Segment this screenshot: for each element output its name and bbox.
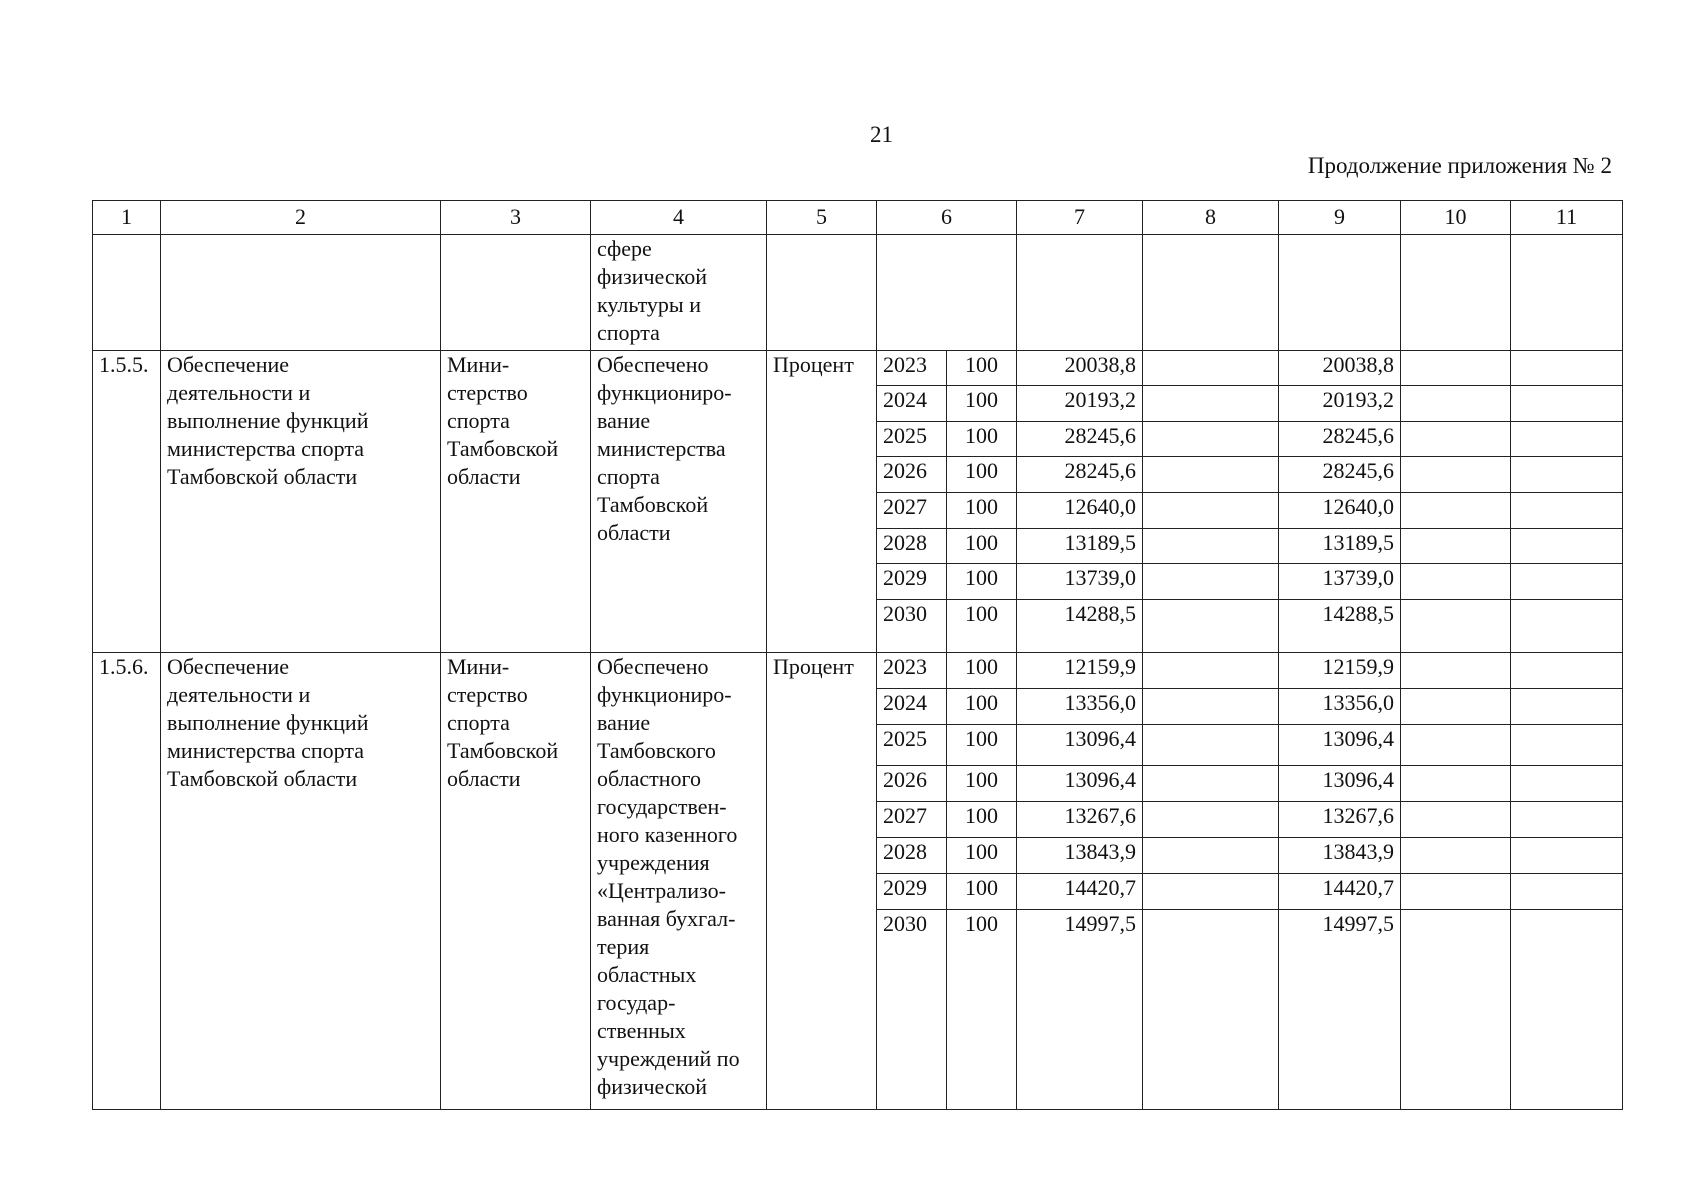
table-cell — [161, 234, 441, 350]
amount-cell: 13843,9 — [1017, 837, 1143, 873]
amount-cell: 28245,6 — [1017, 421, 1143, 457]
table-cell — [1401, 688, 1511, 724]
table-cell — [1401, 873, 1511, 909]
table-cell — [1143, 765, 1279, 801]
table-cell — [1279, 234, 1401, 350]
table-cell — [1143, 234, 1279, 350]
amount-cell: 13096,4 — [1279, 765, 1401, 801]
table-cell — [441, 234, 591, 350]
item-unit: Процент — [767, 652, 877, 1109]
table-cell — [1401, 599, 1511, 652]
amount-cell: 14420,7 — [1279, 873, 1401, 909]
year-cell: 2029 — [877, 873, 947, 909]
table-cell — [1143, 350, 1279, 386]
continuation-row — [93, 234, 1623, 350]
value-cell: 100 — [947, 528, 1017, 564]
amount-cell: 28245,6 — [1279, 421, 1401, 457]
header-cell: 11 — [1511, 201, 1623, 235]
year-cell: 2026 — [877, 765, 947, 801]
year-cell: 2024 — [877, 386, 947, 422]
table-cell — [1143, 688, 1279, 724]
table-cell — [1511, 801, 1623, 837]
header-cell: 9 — [1279, 201, 1401, 235]
table-cell — [1401, 724, 1511, 765]
table-cell — [1511, 599, 1623, 652]
table-cell — [1401, 528, 1511, 564]
table-cell — [1511, 652, 1623, 688]
year-cell: 2025 — [877, 421, 947, 457]
amount-cell: 13843,9 — [1279, 837, 1401, 873]
header-cell: 6 — [877, 201, 1017, 235]
table-cell — [1401, 652, 1511, 688]
item-code: 1.5.5. — [93, 350, 161, 652]
table-cell — [1511, 688, 1623, 724]
table-cell — [1143, 801, 1279, 837]
amount-cell: 20038,8 — [1279, 350, 1401, 386]
header-cell: 8 — [1143, 201, 1279, 235]
header-cell: 1 — [93, 201, 161, 235]
value-cell: 100 — [947, 837, 1017, 873]
value-cell: 100 — [947, 724, 1017, 765]
value-cell: 100 — [947, 688, 1017, 724]
table-cell — [1143, 652, 1279, 688]
amount-cell: 13096,4 — [1279, 724, 1401, 765]
amount-cell: 28245,6 — [1279, 457, 1401, 493]
table-row — [93, 350, 1623, 386]
table-cell — [767, 234, 877, 350]
value-cell: 100 — [947, 421, 1017, 457]
amount-cell: 13267,6 — [1279, 801, 1401, 837]
table-cell — [1143, 599, 1279, 652]
table-cell — [1143, 457, 1279, 493]
table-cell — [1143, 564, 1279, 600]
page-number: 21 — [870, 122, 893, 147]
table-cell — [1401, 765, 1511, 801]
table-header-row — [93, 201, 1623, 235]
table-cell — [1401, 234, 1511, 350]
value-cell: 100 — [947, 493, 1017, 529]
amount-cell: 20193,2 — [1279, 386, 1401, 422]
header-cell: 2 — [161, 201, 441, 235]
table-cell — [1511, 909, 1623, 1109]
amount-cell: 13739,0 — [1279, 564, 1401, 600]
amount-cell: 13356,0 — [1017, 688, 1143, 724]
value-cell: 100 — [947, 599, 1017, 652]
year-cell: 2023 — [877, 652, 947, 688]
table-cell — [1401, 801, 1511, 837]
table-cell — [1143, 386, 1279, 422]
table-cell — [1143, 909, 1279, 1109]
year-cell: 2028 — [877, 837, 947, 873]
value-cell: 100 — [947, 564, 1017, 600]
year-cell: 2027 — [877, 493, 947, 529]
data-table — [92, 200, 1623, 1110]
value-cell: 100 — [947, 350, 1017, 386]
item-code: 1.5.6. — [93, 652, 161, 1109]
header-cell: 5 — [767, 201, 877, 235]
year-cell: 2028 — [877, 528, 947, 564]
amount-cell: 12640,0 — [1279, 493, 1401, 529]
table-cell — [1143, 873, 1279, 909]
table-cell — [1143, 837, 1279, 873]
table-cell — [1401, 457, 1511, 493]
table-cell — [1401, 350, 1511, 386]
item-result: Обеспечено функциониро- вание Тамбовского областного государствен- ного казенного учреждения «Централизо- ванная бухгал- терия областных государ- ственных учреждений по физической — [591, 652, 767, 1109]
table-cell — [1511, 386, 1623, 422]
year-cell: 2029 — [877, 564, 947, 600]
year-cell: 2026 — [877, 457, 947, 493]
amount-cell: 13189,5 — [1279, 528, 1401, 564]
header-cell: 10 — [1401, 201, 1511, 235]
value-cell: 100 — [947, 652, 1017, 688]
amount-cell: 14288,5 — [1017, 599, 1143, 652]
item-executor: Мини- стерство спорта Тамбовской области — [441, 350, 591, 652]
table-cell — [93, 234, 161, 350]
year-cell: 2027 — [877, 801, 947, 837]
item-name: Обеспечение деятельности и выполнение функций министерства спорта Тамбовской области — [161, 350, 441, 652]
table-cell — [1511, 765, 1623, 801]
table-cell — [1401, 909, 1511, 1109]
value-cell: 100 — [947, 909, 1017, 1109]
table-cell — [1511, 457, 1623, 493]
value-cell: 100 — [947, 801, 1017, 837]
value-cell: 100 — [947, 457, 1017, 493]
table-cell — [1401, 493, 1511, 529]
table-cell — [1401, 564, 1511, 600]
value-cell: 100 — [947, 765, 1017, 801]
table-cell — [1017, 234, 1143, 350]
table-row — [93, 652, 1623, 688]
year-cell: 2030 — [877, 909, 947, 1109]
appendix-caption: Продолжение приложения № 2 — [1307, 153, 1612, 178]
table-cell — [877, 234, 1017, 350]
item-unit: Процент — [767, 350, 877, 652]
amount-cell: 14997,5 — [1279, 909, 1401, 1109]
table-cell — [1511, 350, 1623, 386]
amount-cell: 13096,4 — [1017, 724, 1143, 765]
amount-cell: 12640,0 — [1017, 493, 1143, 529]
amount-cell: 28245,6 — [1017, 457, 1143, 493]
header-cell: 3 — [441, 201, 591, 235]
table-cell — [1511, 421, 1623, 457]
header-cell: 4 — [591, 201, 767, 235]
table-cell — [1143, 724, 1279, 765]
amount-cell: 12159,9 — [1017, 652, 1143, 688]
table-cell — [1511, 873, 1623, 909]
header-cell: 7 — [1017, 201, 1143, 235]
amount-cell: 13096,4 — [1017, 765, 1143, 801]
amount-cell: 13189,5 — [1017, 528, 1143, 564]
table-cell — [1143, 528, 1279, 564]
table-cell — [1511, 724, 1623, 765]
item-result: Обеспечено функциониро- вание министерства спорта Тамбовской области — [591, 350, 767, 652]
value-cell: 100 — [947, 386, 1017, 422]
year-cell: 2025 — [877, 724, 947, 765]
amount-cell: 20193,2 — [1017, 386, 1143, 422]
amount-cell: 20038,8 — [1017, 350, 1143, 386]
table-cell — [1511, 528, 1623, 564]
table-cell — [1511, 234, 1623, 350]
year-cell: 2024 — [877, 688, 947, 724]
amount-cell: 14288,5 — [1279, 599, 1401, 652]
item-executor: Мини- стерство спорта Тамбовской области — [441, 652, 591, 1109]
table-cell — [1401, 837, 1511, 873]
amount-cell: 13267,6 — [1017, 801, 1143, 837]
table-cell — [1401, 421, 1511, 457]
amount-cell: 13739,0 — [1017, 564, 1143, 600]
table-cell — [1143, 493, 1279, 529]
result-cell: сфере физической культуры и спорта — [591, 234, 767, 350]
year-cell: 2030 — [877, 599, 947, 652]
amount-cell: 14420,7 — [1017, 873, 1143, 909]
table-cell — [1511, 837, 1623, 873]
table-cell — [1511, 564, 1623, 600]
item-name: Обеспечение деятельности и выполнение функций министерства спорта Тамбовской области — [161, 652, 441, 1109]
year-cell: 2023 — [877, 350, 947, 386]
amount-cell: 12159,9 — [1279, 652, 1401, 688]
table-cell — [1511, 493, 1623, 529]
amount-cell: 13356,0 — [1279, 688, 1401, 724]
table-cell — [1143, 421, 1279, 457]
value-cell: 100 — [947, 873, 1017, 909]
table-cell — [1401, 386, 1511, 422]
amount-cell: 14997,5 — [1017, 909, 1143, 1109]
